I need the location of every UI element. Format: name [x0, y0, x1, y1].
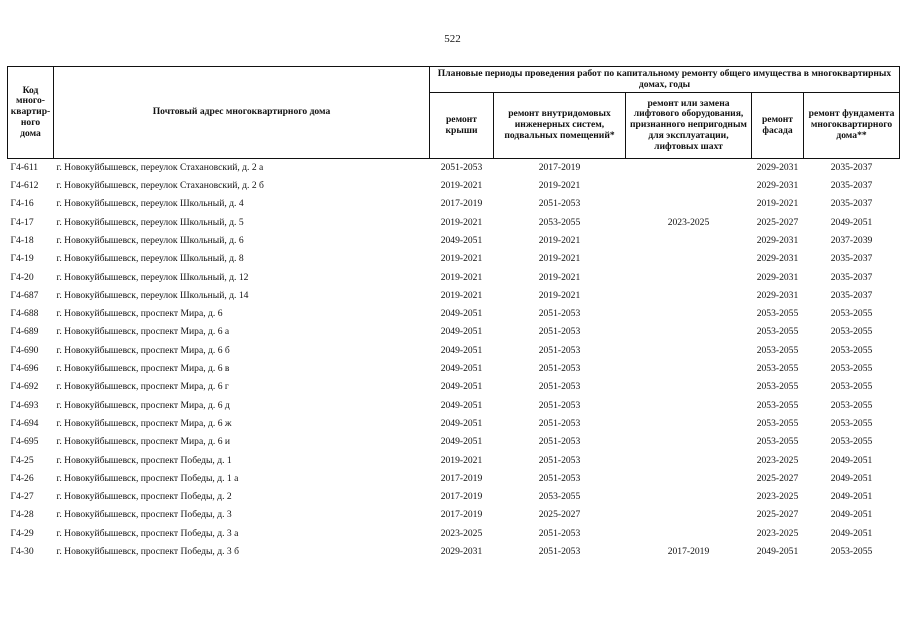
- cell-elevator: [626, 250, 752, 268]
- cell-roof: 2019-2021: [440, 253, 483, 265]
- cell-facade: 2025-2027: [756, 472, 799, 484]
- cell-facade: 2029-2031: [756, 234, 799, 246]
- cell-address: г. Новокуйбышевск, переулок Школьный, д. 6: [56, 234, 244, 246]
- cell-engineering: 2051-2053: [538, 344, 581, 356]
- cell-elevator: [626, 342, 752, 360]
- table-row: [8, 470, 900, 488]
- cell-code: Г4-26: [10, 472, 34, 484]
- cell-elevator: [626, 507, 752, 525]
- cell-engineering: 2051-2053: [538, 472, 581, 484]
- table-row: [8, 269, 900, 287]
- table-row: [8, 415, 900, 433]
- table-row: [8, 196, 900, 214]
- cell-foundation: 2053-2055: [830, 546, 873, 558]
- cell-code: Г4-694: [10, 417, 39, 429]
- cell-facade: 2019-2021: [756, 198, 799, 210]
- cell-facade: 2053-2055: [756, 417, 799, 429]
- cell-elevator: [626, 470, 752, 488]
- cell-engineering: 2051-2053: [538, 399, 581, 411]
- cell-foundation: 2035-2037: [830, 180, 873, 192]
- cell-code: Г4-692: [10, 381, 39, 393]
- cell-engineering: 2051-2053: [538, 417, 581, 429]
- cell-code: Г4-690: [10, 344, 39, 356]
- cell-facade: 2023-2025: [756, 527, 799, 539]
- table-row: [8, 324, 900, 342]
- cell-foundation: 2035-2037: [830, 289, 873, 301]
- cell-engineering: 2019-2021: [538, 234, 581, 246]
- cell-code: Г4-693: [10, 399, 39, 411]
- cell-roof: 2017-2019: [440, 509, 483, 521]
- cell-facade: 2029-2031: [756, 253, 799, 265]
- table-row: [8, 507, 900, 525]
- cell-facade: 2053-2055: [756, 308, 799, 320]
- cell-code: Г4-696: [10, 363, 39, 375]
- cell-foundation: 2049-2051: [830, 454, 873, 466]
- cell-facade: 2053-2055: [756, 436, 799, 448]
- cell-engineering: 2051-2053: [538, 436, 581, 448]
- cell-code: Г4-689: [10, 326, 39, 338]
- cell-foundation: 2053-2055: [830, 344, 873, 356]
- header-code: Код много-квартир-ного дома: [8, 67, 54, 159]
- cell-roof: 2051-2053: [440, 161, 483, 173]
- cell-engineering: 2019-2021: [538, 271, 581, 283]
- cell-engineering: 2051-2053: [538, 381, 581, 393]
- cell-address: г. Новокуйбышевск, проспект Победы, д. 1 а: [56, 472, 239, 484]
- cell-elevator: [626, 324, 752, 342]
- page-number: 522: [444, 33, 461, 45]
- cell-foundation: 2035-2037: [830, 271, 873, 283]
- cell-address: г. Новокуйбышевск, проспект Победы, д. 3 а: [56, 527, 239, 539]
- cell-foundation: 2049-2051: [830, 216, 873, 228]
- cell-facade: 2029-2031: [756, 289, 799, 301]
- cell-foundation: 2053-2055: [830, 381, 873, 393]
- cell-facade: 2023-2025: [756, 491, 799, 503]
- table-row: [8, 433, 900, 451]
- table-row: [8, 305, 900, 323]
- cell-roof: 2029-2031: [440, 546, 483, 558]
- cell-code: Г4-28: [10, 509, 34, 521]
- table-header: [8, 67, 900, 159]
- header-facade: ремонт фасада: [752, 93, 804, 159]
- cell-foundation: 2053-2055: [830, 399, 873, 411]
- table-row: [8, 232, 900, 250]
- cell-engineering: 2051-2053: [538, 308, 581, 320]
- header-periods: Плановые периоды проведения работ по капитальному ремонту общего имущества в многоквартирных домах, годы: [430, 67, 900, 93]
- cell-foundation: 2049-2051: [830, 491, 873, 503]
- cell-roof: 2019-2021: [440, 289, 483, 301]
- cell-address: г. Новокуйбышевск, проспект Мира, д. 6 и: [56, 436, 231, 448]
- cell-address: г. Новокуйбышевск, проспект Победы, д. 3 б: [56, 546, 239, 558]
- cell-address: г. Новокуйбышевск, переулок Школьный, д. 5: [56, 216, 244, 228]
- cell-foundation: 2053-2055: [830, 417, 873, 429]
- cell-foundation: 2053-2055: [830, 326, 873, 338]
- cell-code: Г4-611: [10, 161, 39, 173]
- cell-elevator: [626, 452, 752, 470]
- cell-address: г. Новокуйбышевск, переулок Школьный, д. 8: [56, 253, 244, 265]
- cell-elevator: 2017-2019: [667, 546, 710, 558]
- header-engineering: ремонт внутридомовых инженерных систем, подвальных помещений*: [494, 93, 626, 159]
- cell-code: Г4-612: [10, 180, 39, 192]
- cell-roof: 2049-2051: [440, 417, 483, 429]
- cell-foundation: 2035-2037: [830, 161, 873, 173]
- cell-facade: 2029-2031: [756, 161, 799, 173]
- cell-elevator: [626, 433, 752, 451]
- cell-engineering: 2053-2055: [538, 216, 581, 228]
- cell-foundation: 2053-2055: [830, 363, 873, 375]
- cell-engineering: 2051-2053: [538, 454, 581, 466]
- cell-elevator: [626, 415, 752, 433]
- cell-facade: 2053-2055: [756, 381, 799, 393]
- table-row: [8, 342, 900, 360]
- table-row: [8, 250, 900, 268]
- header-address: Почтовый адрес многоквартирного дома: [54, 67, 430, 159]
- cell-roof: 2049-2051: [440, 399, 483, 411]
- cell-facade: 2029-2031: [756, 271, 799, 283]
- cell-engineering: 2053-2055: [538, 491, 581, 503]
- cell-engineering: 2019-2021: [538, 289, 581, 301]
- cell-engineering: 2051-2053: [538, 198, 581, 210]
- cell-elevator: 2023-2025: [667, 216, 710, 228]
- cell-engineering: 2017-2019: [538, 161, 581, 173]
- cell-address: г. Новокуйбышевск, проспект Мира, д. 6 д: [56, 399, 230, 411]
- table-row: [8, 177, 900, 195]
- cell-address: г. Новокуйбышевск, переулок Школьный, д. 14: [56, 289, 249, 301]
- table-row: [8, 287, 900, 305]
- cell-facade: 2053-2055: [756, 363, 799, 375]
- cell-roof: 2023-2025: [440, 527, 483, 539]
- cell-code: Г4-20: [10, 271, 34, 283]
- cell-roof: 2049-2051: [440, 234, 483, 246]
- cell-elevator: [626, 525, 752, 543]
- table-row: [8, 452, 900, 470]
- table-row: [8, 488, 900, 506]
- cell-foundation: 2035-2037: [830, 253, 873, 265]
- cell-roof: 2049-2051: [440, 308, 483, 320]
- cell-elevator: [626, 287, 752, 305]
- table-row: [8, 379, 900, 397]
- cell-roof: 2019-2021: [440, 271, 483, 283]
- cell-roof: 2049-2051: [440, 436, 483, 448]
- cell-elevator: [626, 232, 752, 250]
- cell-roof: 2049-2051: [440, 344, 483, 356]
- cell-code: Г4-30: [10, 546, 34, 558]
- cell-code: Г4-18: [10, 234, 34, 246]
- cell-code: Г4-16: [10, 198, 34, 210]
- cell-code: Г4-29: [10, 527, 34, 539]
- cell-code: Г4-19: [10, 253, 34, 265]
- cell-code: Г4-695: [10, 436, 39, 448]
- cell-address: г. Новокуйбышевск, проспект Мира, д. 6 г: [56, 381, 229, 393]
- cell-engineering: 2025-2027: [538, 509, 581, 521]
- cell-roof: 2049-2051: [440, 363, 483, 375]
- table-row: [8, 525, 900, 543]
- cell-facade: 2049-2051: [756, 546, 799, 558]
- cell-address: г. Новокуйбышевск, проспект Победы, д. 3: [56, 509, 232, 521]
- cell-address: г. Новокуйбышевск, переулок Стахановский, д. 2 б: [56, 180, 264, 192]
- cell-address: г. Новокуйбышевск, переулок Школьный, д. 4: [56, 198, 244, 210]
- cell-foundation: 2037-2039: [830, 234, 873, 246]
- table-row: [8, 543, 900, 561]
- cell-engineering: 2051-2053: [538, 546, 581, 558]
- table-row: [8, 397, 900, 415]
- cell-elevator: [626, 196, 752, 214]
- cell-roof: 2019-2021: [440, 216, 483, 228]
- cell-code: Г4-687: [10, 289, 39, 301]
- cell-roof: 2019-2021: [440, 180, 483, 192]
- cell-roof: 2049-2051: [440, 326, 483, 338]
- cell-foundation: 2049-2051: [830, 472, 873, 484]
- cell-foundation: 2049-2051: [830, 527, 873, 539]
- cell-engineering: 2019-2021: [538, 253, 581, 265]
- cell-foundation: 2053-2055: [830, 308, 873, 320]
- header-elevator: ремонт или замена лифтового оборудования, признанного непригодным для эксплуатации, лифтовых шахт: [626, 93, 752, 159]
- cell-code: Г4-688: [10, 308, 39, 320]
- table-row: [8, 159, 900, 178]
- repair-schedule-table: [7, 66, 900, 562]
- cell-engineering: 2051-2053: [538, 363, 581, 375]
- cell-address: г. Новокуйбышевск, проспект Мира, д. 6: [56, 308, 223, 320]
- cell-facade: 2029-2031: [756, 180, 799, 192]
- table-body: [8, 159, 900, 562]
- cell-address: г. Новокуйбышевск, проспект Мира, д. 6 ж: [56, 417, 232, 429]
- cell-foundation: 2035-2037: [830, 198, 873, 210]
- table-row: [8, 360, 900, 378]
- cell-elevator: [626, 159, 752, 178]
- cell-address: г. Новокуйбышевск, переулок Школьный, д. 12: [56, 271, 249, 283]
- cell-engineering: 2051-2053: [538, 527, 581, 539]
- cell-foundation: 2053-2055: [830, 436, 873, 448]
- cell-address: г. Новокуйбышевск, проспект Победы, д. 1: [56, 454, 232, 466]
- cell-elevator: [626, 305, 752, 323]
- cell-engineering: 2019-2021: [538, 180, 581, 192]
- cell-roof: 2019-2021: [440, 454, 483, 466]
- cell-engineering: 2051-2053: [538, 326, 581, 338]
- cell-facade: 2053-2055: [756, 326, 799, 338]
- cell-elevator: [626, 488, 752, 506]
- cell-address: г. Новокуйбышевск, проспект Мира, д. 6 в: [56, 363, 230, 375]
- header-foundation: ремонт фундамента многоквартирного дома**: [804, 93, 900, 159]
- table-row: [8, 214, 900, 232]
- cell-elevator: [626, 397, 752, 415]
- cell-roof: 2017-2019: [440, 491, 483, 503]
- cell-facade: 2025-2027: [756, 216, 799, 228]
- cell-roof: 2017-2019: [440, 472, 483, 484]
- cell-roof: 2017-2019: [440, 198, 483, 210]
- cell-facade: 2023-2025: [756, 454, 799, 466]
- cell-elevator: [626, 269, 752, 287]
- cell-code: Г4-25: [10, 454, 34, 466]
- cell-code: Г4-27: [10, 491, 34, 503]
- cell-address: г. Новокуйбышевск, проспект Мира, д. 6 б: [56, 344, 230, 356]
- cell-facade: 2053-2055: [756, 399, 799, 411]
- cell-elevator: [626, 360, 752, 378]
- cell-elevator: [626, 379, 752, 397]
- cell-code: Г4-17: [10, 216, 34, 228]
- cell-facade: 2053-2055: [756, 344, 799, 356]
- cell-foundation: 2049-2051: [830, 509, 873, 521]
- cell-address: г. Новокуйбышевск, проспект Мира, д. 6 а: [56, 326, 230, 338]
- cell-roof: 2049-2051: [440, 381, 483, 393]
- cell-elevator: [626, 177, 752, 195]
- cell-facade: 2025-2027: [756, 509, 799, 521]
- cell-address: г. Новокуйбышевск, проспект Победы, д. 2: [56, 491, 232, 503]
- cell-address: г. Новокуйбышевск, переулок Стахановский, д. 2 а: [56, 161, 264, 173]
- header-roof: ремонт крыши: [430, 93, 494, 159]
